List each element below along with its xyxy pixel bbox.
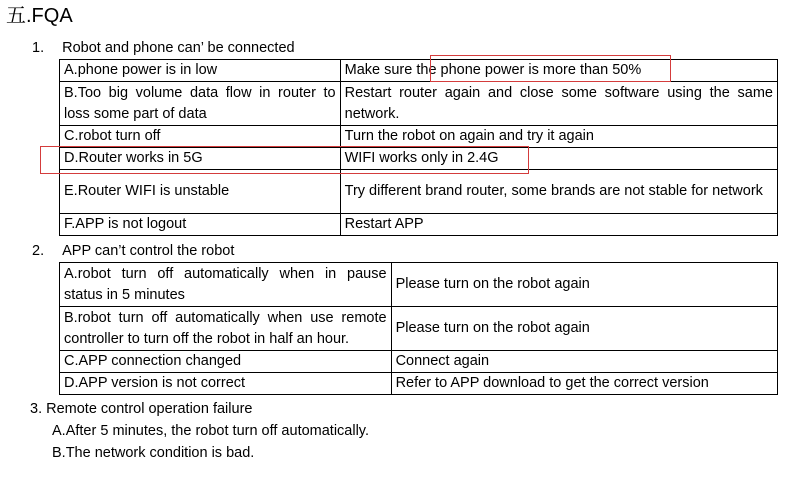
table-row xyxy=(60,60,778,82)
problem-cell: B.Too big volume data flow in router to loss some part of data xyxy=(60,82,341,126)
section-1-title: Robot and phone can’ be connected xyxy=(62,40,295,56)
section-1-heading xyxy=(32,39,295,57)
solution-cell: Refer to APP download to get the correct version xyxy=(391,373,777,395)
problem-cell: A.robot turn off automatically when in pause status in 5 minutes xyxy=(60,263,392,307)
table-app-control-issues xyxy=(59,262,778,395)
solution-cell: Please turn on the robot again xyxy=(391,263,777,307)
table-row xyxy=(60,351,778,373)
solution-cell: Try different brand router, some brands are not stable for network xyxy=(340,170,777,214)
problem-cell: F.APP is not logout xyxy=(60,214,341,236)
list-item: B.The network condition is bad. xyxy=(52,445,255,461)
table-row xyxy=(60,307,778,351)
solution-cell: Turn the robot on again and try it again xyxy=(340,126,777,148)
problem-cell: A.phone power is in low xyxy=(60,60,341,82)
solution-cell: Make sure the phone power is more than 50% xyxy=(340,60,777,82)
solution-cell: Please turn on the robot again xyxy=(391,307,777,351)
problem-cell: C.robot turn off xyxy=(60,126,341,148)
solution-cell: Connect again xyxy=(391,351,777,373)
solution-cell: WIFI works only in 2.4G xyxy=(340,148,777,170)
table-row xyxy=(60,126,778,148)
section-2-title: APP can’t control the robot xyxy=(62,243,235,259)
problem-cell: C.APP connection changed xyxy=(60,351,392,373)
solution-cell: Restart APP xyxy=(340,214,777,236)
table-row xyxy=(60,373,778,395)
table-row xyxy=(60,170,778,214)
page-title: 五.FQA xyxy=(6,5,73,27)
solution-cell: Restart router again and close some software using the same network. xyxy=(340,82,777,126)
problem-cell: D.APP version is not correct xyxy=(60,373,392,395)
section-2-number: 2. xyxy=(32,243,45,259)
table-connection-issues xyxy=(59,59,778,236)
section-3-title: Remote control operation failure xyxy=(46,401,253,417)
table-row xyxy=(60,214,778,236)
section-3-heading xyxy=(30,400,252,418)
table-row xyxy=(60,82,778,126)
problem-cell: B.robot turn off automatically when use remote controller to turn off the robot in half an hour. xyxy=(60,307,392,351)
section-1-number: 1. xyxy=(32,40,45,56)
problem-cell: D.Router works in 5G xyxy=(60,148,341,170)
list-item: A.After 5 minutes, the robot turn off automatically. xyxy=(52,423,370,439)
problem-cell: E.Router WIFI is unstable xyxy=(60,170,341,214)
section-2-heading xyxy=(32,242,234,260)
table-row xyxy=(60,263,778,307)
table-row xyxy=(60,148,778,170)
section-3-number: 3. xyxy=(30,401,43,417)
